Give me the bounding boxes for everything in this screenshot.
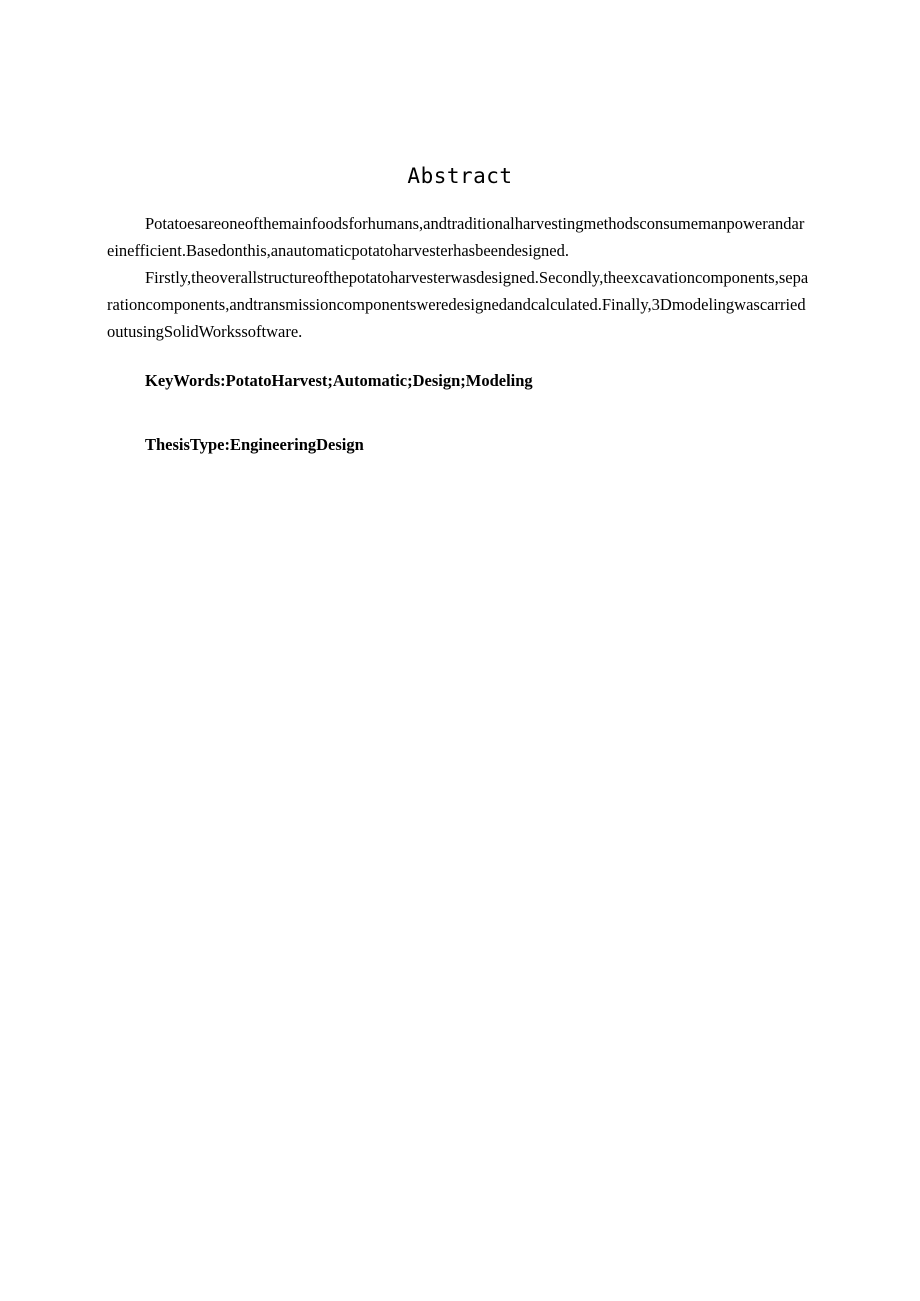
abstract-paragraph-1: Potatoesareoneofthemainfoodsforhumans,andtraditionalharvestingmethodsconsumemanpowerandareinefficient.Basedonthis,anautomaticpotatoharvesterhasbeendesigned. — [107, 214, 805, 260]
abstract-title: Abstract — [407, 164, 513, 188]
thesis-type-line: ThesisType:EngineeringDesign — [145, 435, 364, 454]
keywords-line: KeyWords:PotatoHarvest;Automatic;Design;Modeling — [145, 371, 533, 390]
abstract-paragraph-2: Firstly,theoverallstructureofthepotatoharvesterwasdesigned.Secondly,theexcavationcomponents,separationcomponents,andtransmissioncomponentsweredesignedandcalculated.Finally,3DmodelingwascarriedoutusingSolidWorkssoftware. — [107, 268, 809, 341]
